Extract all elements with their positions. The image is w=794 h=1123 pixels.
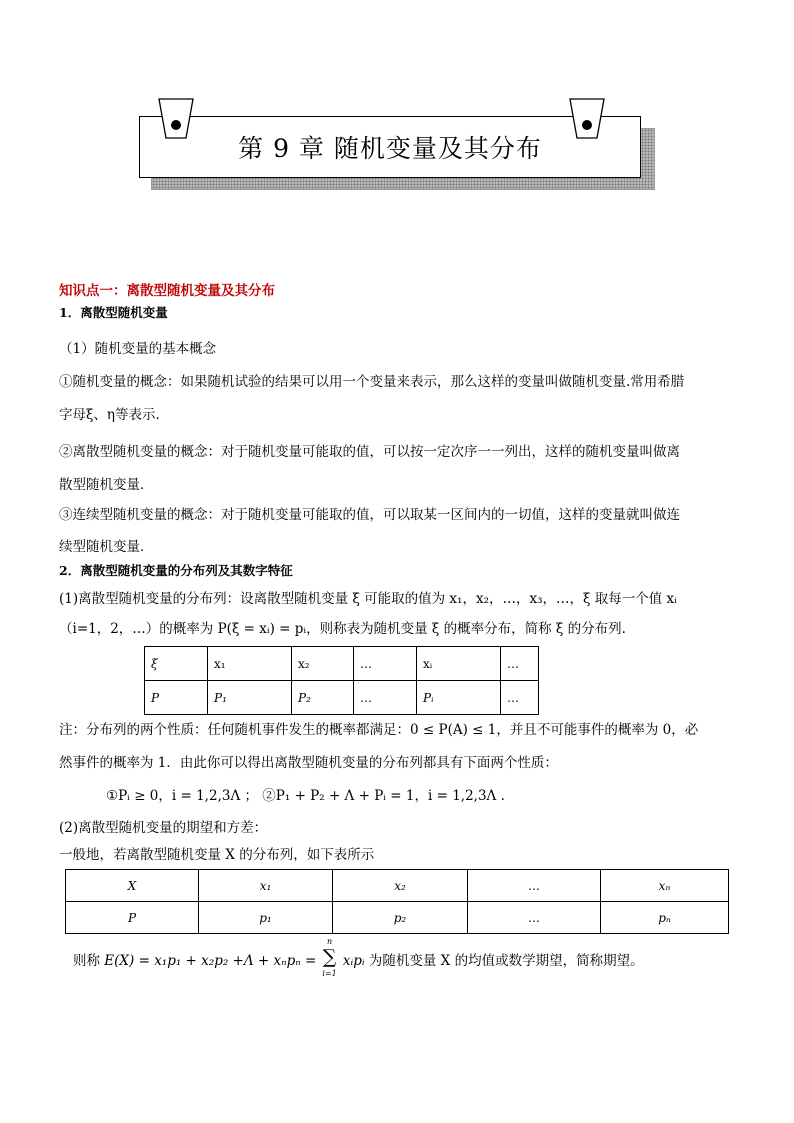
chapter-title: 第 9 章 随机变量及其分布	[238, 134, 542, 163]
table-row	[66, 870, 729, 902]
table-cell: P₁	[208, 681, 292, 715]
expectation-heading: (2)离散型随机变量的期望和方差：	[59, 820, 268, 836]
table-cell: Pᵢ	[417, 681, 501, 715]
table-cell: pₙ	[601, 902, 729, 934]
paragraph-1-line-2: 字母ξ、η等表示．	[59, 407, 170, 423]
formula-suffix: 为随机变量 X 的均值或数学期望，简称期望。	[368, 953, 644, 969]
summation-sign: ∑	[322, 946, 337, 968]
table-row	[145, 647, 539, 681]
table-cell: P	[145, 681, 208, 715]
summation-upper: n	[327, 937, 333, 946]
left-pin-icon	[158, 98, 194, 144]
paragraph-4-line-2: （i=1，2，…）的概率为 P(ξ = xᵢ) = pᵢ，则称表为随机变量 ξ 的概率分布，简称 ξ 的分布列.	[59, 621, 626, 637]
formula-term: xᵢpᵢ	[342, 953, 365, 969]
table-cell: …	[501, 647, 539, 681]
paragraph-2-line-2: 散型随机变量．	[59, 477, 154, 493]
table-cell: …	[354, 681, 417, 715]
paragraph-3-line-1: ③连续型随机变量的概念：对于随机变量可能取的值，可以取某一区间内的一切值，这样的变量就叫做连	[59, 507, 680, 523]
table-cell: x₁	[199, 870, 333, 902]
paragraph-2-line-1: ②离散型随机变量的概念：对于随机变量可能取的值，可以按一定次序一一列出，这样的随机变量叫做离	[59, 444, 680, 460]
expectation-table	[65, 869, 729, 934]
title-banner	[139, 116, 641, 178]
right-pin-icon	[569, 98, 605, 144]
table-cell: ξ	[145, 647, 208, 681]
table-cell: P₂	[292, 681, 354, 715]
paragraph-1-line-1: ①随机变量的概念：如果随机试验的结果可以用一个变量来表示，那么这样的变量叫做随机变量.常用希腊	[59, 374, 685, 390]
expectation-intro: 一般地，若离散型随机变量 X 的分布列，如下表所示	[59, 847, 375, 863]
paragraph-4-line-1: (1)离散型随机变量的分布列：设离散型随机变量 ξ 可能取的值为 x₁，x₂，…，x₃，…，ξ 取每一个值 xᵢ	[59, 591, 677, 607]
knowledge-point-heading: 知识点一：离散型随机变量及其分布	[59, 283, 275, 299]
subsection-heading-2: 2．离散型随机变量的分布列及其数字特征	[59, 563, 293, 578]
table-cell: xₙ	[601, 870, 729, 902]
distribution-properties: ①Pᵢ ≥ 0，i = 1,2,3Λ ； ②P₁ + P₂ + Λ + Pᵢ = 1，i = 1,2,3Λ .	[106, 788, 505, 804]
table-cell: x₁	[208, 647, 292, 681]
note-line-2: 然事件的概率为 1．由此你可以得出离散型随机变量的分布列都具有下面两个性质：	[59, 755, 558, 771]
table-cell: …	[354, 647, 417, 681]
table-cell: p₁	[199, 902, 333, 934]
table-cell: …	[468, 902, 601, 934]
table-cell: xᵢ	[417, 647, 501, 681]
subsection-heading-1-1: （1）随机变量的基本概念	[59, 341, 217, 357]
subsection-heading-1: 1．离散型随机变量	[59, 305, 168, 320]
table-row	[66, 902, 729, 934]
summation	[321, 937, 339, 980]
summation-lower: i=1	[322, 969, 337, 978]
table-cell: P	[66, 902, 199, 934]
distribution-table	[144, 646, 539, 715]
formula-expression: E(X) = x₁p₁ + x₂p₂ +Λ + xₙpₙ =	[104, 953, 317, 969]
table-cell: …	[501, 681, 539, 715]
formula-prefix: 则称	[73, 953, 100, 969]
paragraph-3-line-2: 续型随机变量．	[59, 539, 154, 555]
note-line-1: 注：分布列的两个性质：任何随机事件发生的概率都满足：0 ≤ P(A) ≤ 1，并且不可能事件的概率为 0，必	[59, 722, 699, 738]
table-cell: X	[66, 870, 199, 902]
table-cell: x₂	[333, 870, 468, 902]
expectation-formula	[73, 937, 644, 980]
table-cell: x₂	[292, 647, 354, 681]
table-cell: …	[468, 870, 601, 902]
table-row	[145, 681, 539, 715]
table-cell: p₂	[333, 902, 468, 934]
